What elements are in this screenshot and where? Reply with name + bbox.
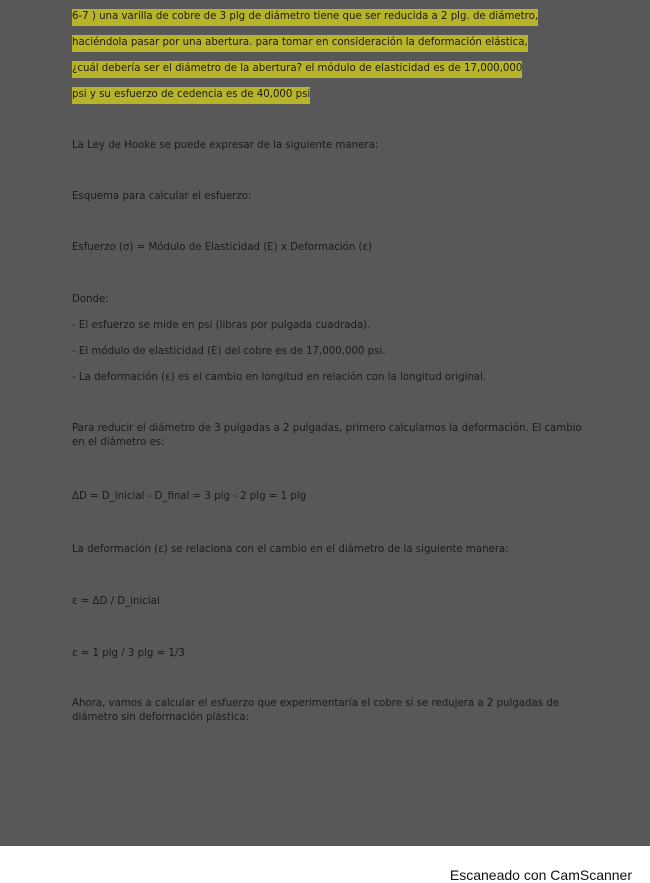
hooke-intro: La Ley de Hooke se puede expresar de la siguiente manera:: [72, 140, 379, 151]
bullet-elastic-modulus: - El módulo de elasticidad (E) del cobre es de 17,000,000 psi.: [72, 346, 386, 357]
strain-relation: La deformación (ε) se relaciona con el cambio en el diámetro de la siguiente manera:: [72, 544, 509, 555]
scheme-title: Esquema para calcular el esfuerzo:: [72, 191, 252, 202]
bullet-stress-units: - El esfuerzo se mide en psi (libras por pulgada cuadrada).: [72, 320, 371, 331]
scanner-footer: [0, 846, 650, 881]
bullet-strain-definition: - La deformación (ε) es el cambio en longitud en relación con la longitud original.: [72, 372, 487, 383]
where-label: Donde:: [72, 294, 109, 305]
camscanner-watermark: Escaneado con CamScanner: [449, 867, 632, 883]
stress-formula: Esfuerzo (σ) = Módulo de Elasticidad (E) x Deformación (ε): [72, 242, 373, 253]
reduce-paragraph: Para reducir el diámetro de 3 pulgadas a 2 pulgadas, primero calculamos la deformación. El cambio en el diámetro es:: [72, 423, 582, 448]
question-line-1: 6-7 ) una varilla de cobre de 3 plg de diámetro tiene que ser reducida a 2 plg. de diámetro,: [72, 9, 538, 26]
question-line-2: haciéndola pasar por una abertura. para tomar en consideración la deformación elástica,: [72, 35, 528, 52]
strain-value: ε = 1 plg / 3 plg = 1/3: [72, 648, 185, 659]
question-line-3: ¿cuál debería ser el diámetro de la abertura? el módulo de elasticidad es de 17,000,000: [72, 61, 522, 78]
question-line-4: psi y su esfuerzo de cedencia es de 40,000 psi: [72, 87, 310, 104]
strain-formula: ε = ΔD / D_inicial: [72, 596, 160, 607]
delta-diameter-formula: ΔD = D_inicial - D_final = 3 plg - 2 plg = 1 plg: [72, 491, 307, 502]
final-paragraph: Ahora, vamos a calcular el esfuerzo que experimentaría el cobre si se redujera a 2 pulgadas de diámetro sin deformación plástica:: [72, 698, 560, 723]
